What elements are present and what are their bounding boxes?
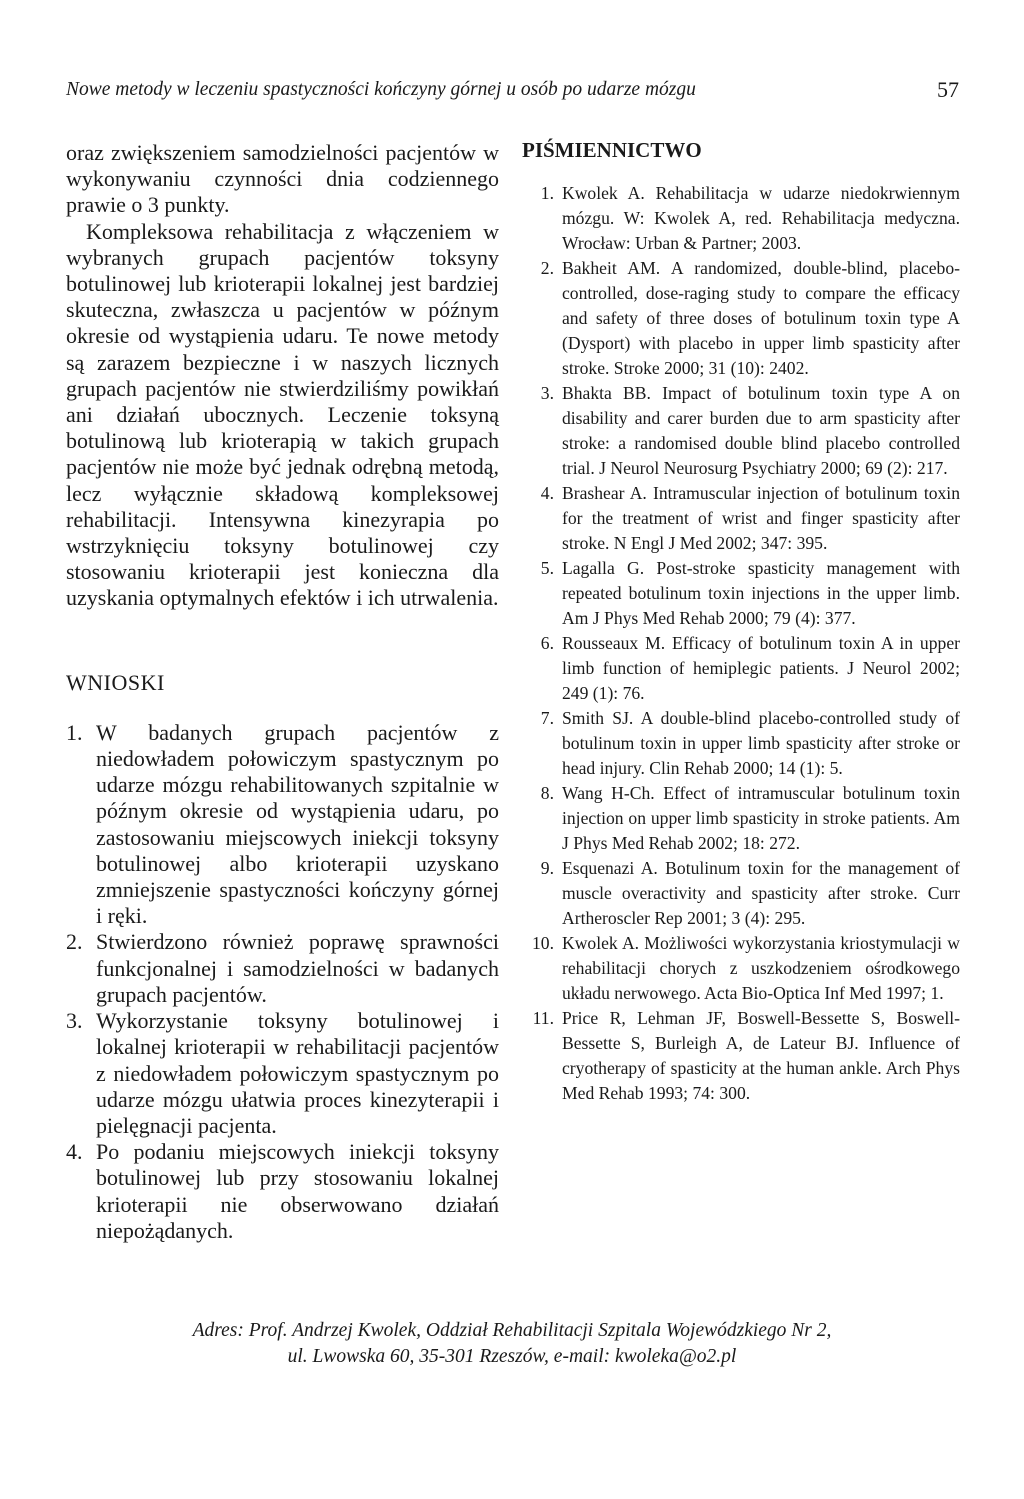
reference-text: Wang H-Ch. Effect of intramuscular botulinum toxin injection on upper limb spasticity in stroke patients. Am J Phys Med Rehab 2002; 18: 272. xyxy=(562,783,960,853)
reference-text: Brashear A. Intramuscular injection of botulinum toxin for the treatment of wrist and finger spasticity after stroke. N Engl J Med 2002; 347: 395. xyxy=(562,483,960,553)
reference-number: 6. xyxy=(540,633,554,653)
conclusions-list xyxy=(66,720,499,1244)
reference-number: 11. xyxy=(532,1008,554,1028)
conclusion-text: W badanych grupach pacjentów z niedowładem połowiczym spastycznym po udarze mózgu rehabilitowanych szpitalnie w późnym okresie od wystąpienia udaru, po zastosowaniu miejscowych iniekcji toksyny botulinowej albo krioterapii uzyskano zmniejszenie spastyczności kończyny górnej i ręki. xyxy=(96,719,499,929)
conclusion-number: 2. xyxy=(66,929,83,955)
reference-text: Price R, Lehman JF, Boswell-Bessette S, Boswell-Bessette S, Burleigh A, de Lateur BJ. Influence of cryotherapy of spasticity at the human ankle. Arch Phys Med Rehab 1993; 74: 300. xyxy=(562,1008,960,1103)
conclusion-number: 4. xyxy=(66,1139,83,1165)
reference-item xyxy=(522,381,960,481)
reference-text: Esquenazi A. Botulinum toxin for the management of muscle overactivity and spasticity after stroke. Curr Artheroscler Rep 2001; 3 (4): 295. xyxy=(562,858,960,928)
conclusion-text: Wykorzystanie toksyny botulinowej i lokalnej krioterapii w rehabilitacji pacjentów z niedowładem połowiczym spastycznym po udarze mózgu ułatwia proces kinezyterapii i pielęgnacji pacjenta. xyxy=(96,1008,499,1138)
correspondence-address xyxy=(100,1318,924,1370)
reference-item xyxy=(522,256,960,381)
reference-number: 9. xyxy=(540,858,554,878)
reference-number: 3. xyxy=(540,383,554,403)
reference-item xyxy=(522,631,960,706)
reference-number: 1. xyxy=(540,183,554,203)
reference-item xyxy=(522,781,960,856)
conclusion-number: 1. xyxy=(66,719,83,745)
address-line: Adres: Prof. Andrzej Kwolek, Oddział Rehabilitacji Szpitala Wojewódzkiego Nr 2, xyxy=(192,1320,832,1341)
reference-item xyxy=(522,1006,960,1106)
conclusion-item xyxy=(66,720,499,930)
reference-text: Kwolek A. Rehabilitacja w udarze niedokrwiennym mózgu. W: Kwolek A, red. Rehabilitacja medyczna. Wrocław: Urban & Partner; 2003. xyxy=(562,183,960,253)
reference-number: 7. xyxy=(540,708,554,728)
left-column xyxy=(66,140,499,1244)
conclusion-text: Stwierdzono również poprawę sprawności funkcjonalnej i samodzielności w badanych grupach pacjentów. xyxy=(96,929,499,1007)
reference-item xyxy=(522,481,960,556)
reference-item xyxy=(522,181,960,256)
reference-text: Lagalla G. Post-stroke spasticity management with repeated botulinum toxin injections in the upper limb. Am J Phys Med Rehab 2000; 79 (4): 377. xyxy=(562,558,960,628)
conclusion-item xyxy=(66,1139,499,1244)
reference-text: Bakheit AM. A randomized, double-blind, placebo-controlled, dose-raging study to compare the efficacy and safety of three doses of botulinum toxin type A (Dysport) with placebo in upper limb spasticity after stroke. Stroke 2000; 31 (10): 2402. xyxy=(562,258,960,378)
reference-number: 5. xyxy=(540,558,554,578)
right-column xyxy=(522,138,960,1106)
running-title: Nowe metody w leczeniu spastyczności kończyny górnej u osób po udarze mózgu xyxy=(66,79,696,100)
conclusion-text: Po podaniu miejscowych iniekcji toksyny botulinowej lub przy stosowaniu lokalnej krioterapii nie obserwowano działań niepożądanych. xyxy=(96,1139,499,1243)
reference-item xyxy=(522,556,960,631)
conclusions-heading: WNIOSKI xyxy=(66,669,165,695)
reference-item xyxy=(522,856,960,931)
reference-item xyxy=(522,931,960,1006)
reference-text: Bhakta BB. Impact of botulinum toxin type A on disability and carer burden due to arm spasticity after stroke: a randomised double blind placebo controlled trial. J Neurol Neurosurg Psychiatry 2000; 69 (2): 217. xyxy=(562,383,960,478)
reference-number: 4. xyxy=(540,483,554,503)
reference-number: 10. xyxy=(532,933,554,953)
reference-text: Kwolek A. Możliwości wykorzystania kriostymulacji w rehabilitacji chorych z uszkodzeniem ośrodkowego układu nerwowego. Acta Bio-Optica Inf Med 1997; 1. xyxy=(562,933,960,1003)
reference-number: 8. xyxy=(540,783,554,803)
reference-item xyxy=(522,706,960,781)
conclusion-item xyxy=(66,1008,499,1139)
reference-text: Smith SJ. A double-blind placebo-controlled study of botulinum toxin in upper limb spasticity after stroke or head injury. Clin Rehab 2000; 14 (1): 5. xyxy=(562,708,960,778)
reference-text: Rousseaux M. Efficacy of botulinum toxin A in upper limb function of hemiplegic patients. J Neurol 2002; 249 (1): 76. xyxy=(562,633,960,703)
body-paragraph: Kompleksowa rehabilitacja z włączeniem w wybranych grupach pacjentów toksyny botulinowej lub krioterapii lokalnej jest bardziej skuteczna, zwłaszcza u pacjentów w późnym okresie od wystąpienia udaru. Te nowe metody są zarazem bezpieczne i w naszych licznych grupach pacjentów nie stwierdziliśmy powikłań ani działań ubocznych. Leczenie toksyną botulinową lub krioterapią w takich grupach pacjentów nie może być jednak odrębną metodą, lecz wyłącznie składową kompleksowej rehabilitacji. Intensywna kinezyrapia po wstrzyknięciu toksyny botulinowej czy stosowaniu krioterapii jest konieczna dla uzyskania optymalnych efektów i ich utrwalenia. xyxy=(66,218,499,611)
address-line: ul. Lwowska 60, 35-301 Rzeszów, e-mail: kwoleka@o2.pl xyxy=(287,1346,737,1367)
references-heading: PIŚMIENNICTWO xyxy=(522,138,702,162)
conclusion-number: 3. xyxy=(66,1008,83,1034)
body-paragraph: oraz zwiększeniem samodzielności pacjentów w wykonywaniu czynności dnia codziennego prawie o 3 punkty. xyxy=(66,140,499,218)
reference-number: 2. xyxy=(540,258,554,278)
references-list xyxy=(522,181,960,1106)
conclusion-item xyxy=(66,929,499,1008)
page-number: 57 xyxy=(937,77,959,102)
